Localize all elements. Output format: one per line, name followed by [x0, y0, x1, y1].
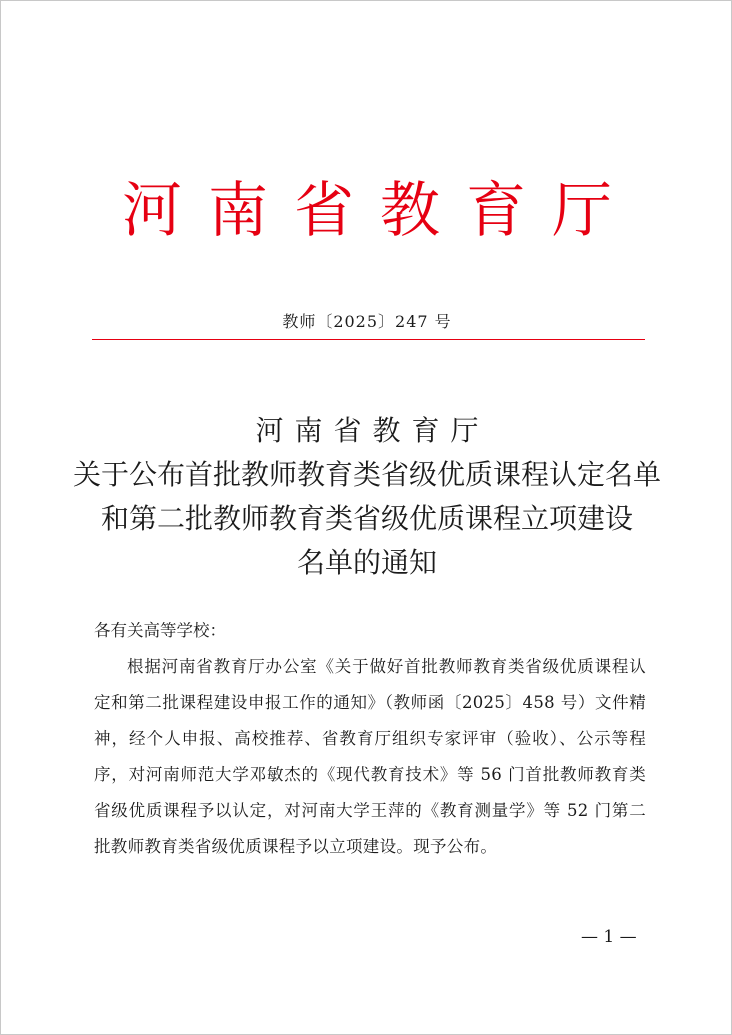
document-body [94, 613, 646, 865]
body-paragraph: 根据河南省教育厅办公室《关于做好首批教师教育类省级优质课程认定和第二批课程建设申报工作的通知》（教师函〔2025〕458 号）文件精神，经个人申报、高校推荐、省教育厅组织专家评审（验收）、公示等程序，对河南师范大学邓敏杰的《现代教育技术》等 56 门首批教师教育类省级优质课程予以认定，对河南大学王萍的《教育测量学》等 52 门第二批教师教育类省级优质课程予以立项建设。现予公布。 [94, 657, 646, 856]
salutation: 各有关高等学校： [94, 621, 226, 640]
letterhead-red-rule [92, 339, 645, 340]
title-line-3: 名单的通知 [296, 546, 437, 579]
title-line-2: 和第二批教师教育类省级优质课程立项建设 [100, 502, 633, 535]
document-title [1, 409, 732, 585]
title-line-1: 关于公布首批教师教育类省级优质课程认定名单 [72, 458, 661, 491]
page-number: — 1 — [581, 927, 637, 947]
document-number: 教师〔2025〕247 号 [282, 312, 452, 331]
title-issuer: 河南省教育厅 [255, 414, 490, 447]
letterhead-issuer: 河南省教育厅 [122, 176, 638, 246]
